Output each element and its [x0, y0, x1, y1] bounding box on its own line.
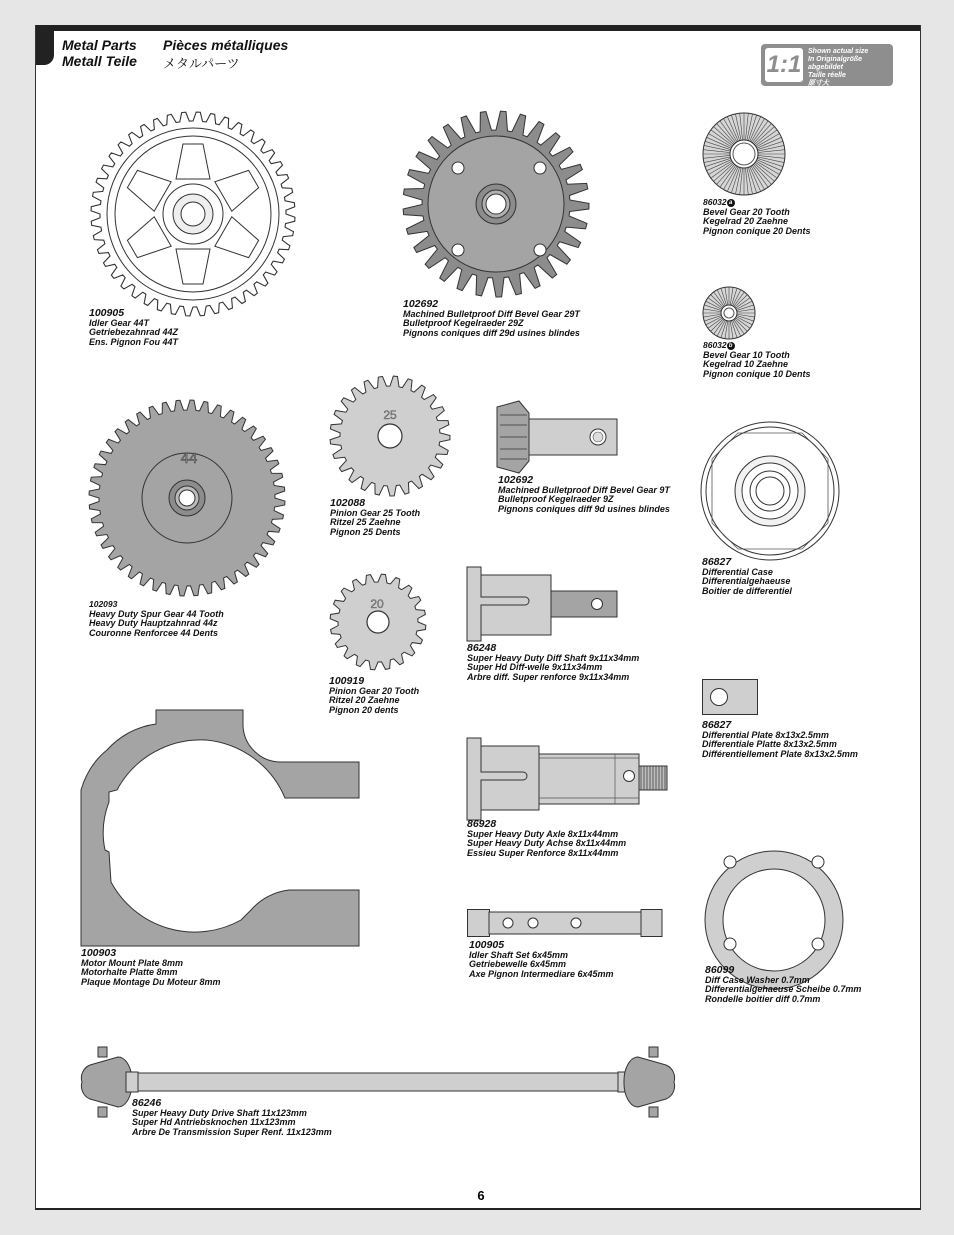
differential-plate-drawing [702, 679, 758, 715]
actual-size-badge [761, 44, 893, 86]
title-en: Metal Parts [62, 37, 137, 53]
title-de: Metall Teile [62, 53, 137, 69]
scale-label: 1:1 [765, 48, 803, 82]
diff-bevel-gear-29t-drawing [403, 111, 589, 297]
title-fr: Pièces métalliques [163, 37, 289, 53]
part-caption-bevel-gear-10t: 86032 b Bevel Gear 10 Tooth Kegelrad 10 Zaehne Pignon conique 10 Dents [703, 340, 811, 379]
part-caption-bevel-gear-29t: 102692 Machined Bulletproof Diff Bevel Gear 29T Bulletproof Kegelraeder 29Z Pignons coniques diff 29d usines blindes [403, 298, 580, 338]
motor-mount-plate-drawing [81, 710, 361, 946]
part-caption-diff-shaft: 86248 Super Heavy Duty Diff Shaft 9x11x34mm Super Hd Diff-welle 9x11x34mm Arbre diff. Super renforce 9x11x34mm [467, 642, 640, 682]
section-tab [36, 25, 54, 65]
differential-case-drawing [700, 421, 840, 561]
diff-shaft-drawing [467, 567, 619, 641]
bevel-gear-10t-drawing [702, 286, 756, 340]
diff-bevel-gear-9t-drawing [497, 401, 619, 473]
pinion-gear-20t-drawing [330, 574, 426, 670]
part-caption-differential-case: 86827 Differential Case Differentialgehaeuse Boitier de differentiel [702, 556, 792, 596]
gear-20-label: 20 [370, 597, 384, 611]
spur-gear-44t-drawing [89, 400, 285, 596]
bevel-gear-20t-drawing [702, 112, 786, 196]
idler-shaft-set-drawing [467, 909, 663, 937]
part-caption-bevel-gear-20t: 86032 a Bevel Gear 20 Tooth Kegelrad 20 Zaehne Pignon conique 20 Dents [703, 197, 811, 236]
part-caption-motor-mount-plate: 100903 Motor Mount Plate 8mm Motorhalte Platte 8mm Plaque Montage Du Moteur 8mm [81, 947, 221, 987]
top-rule [36, 25, 920, 31]
part-caption-spur-gear-44t: 102093 Heavy Duty Spur Gear 44 Tooth Heavy Duty Hauptzahnrad 44z Couronne Renforcee 44 Dents [89, 599, 224, 638]
idler-gear-44t-drawing [88, 109, 298, 319]
part-caption-idler-shaft-set: 100905 Idler Shaft Set 6x45mm Getriebewelle 6x45mm Axe Pignon Intermediare 6x45mm [469, 939, 614, 979]
badge-a-icon: a [727, 199, 735, 207]
heavy-duty-axle-drawing [467, 738, 667, 820]
part-caption-idler-gear-44t: 100905 Idler Gear 44T Getriebezahnrad 44Z Ens. Pignon Fou 44T [89, 307, 179, 347]
part-caption-differential-plate: 86827 Differential Plate 8x13x2.5mm Differentiale Platte 8x13x2.5mm Différentiellement Plate 8x13x2.5mm [702, 719, 858, 759]
pinion-gear-25t-drawing [330, 376, 450, 496]
gear-25-label: 25 [383, 408, 397, 422]
part-caption-bevel-gear-9t: 102692 Machined Bulletproof Diff Bevel Gear 9T Bulletproof Kegelraeder 9Z Pignons coniques diff 9d usines blindes [498, 474, 670, 514]
part-caption-heavy-duty-axle: 86928 Super Heavy Duty Axle 8x11x44mm Super Heavy Duty Achse 8x11x44mm Essieu Super Renforce 8x11x44mm [467, 818, 627, 858]
part-caption-pinion-gear-20t: 100919 Pinion Gear 20 Tooth Ritzel 20 Zaehne Pignon 20 dents [329, 675, 420, 715]
part-caption-pinion-gear-25t: 102088 Pinion Gear 25 Tooth Ritzel 25 Zaehne Pignon 25 Dents [330, 497, 421, 537]
manual-page [35, 25, 921, 1210]
part-caption-drive-shaft: 86246 Super Heavy Duty Drive Shaft 11x123mm Super Hd Antriebsknochen 11x123mm Arbre De Transmission Super Renf. 11x123mm [132, 1097, 332, 1137]
scale-description: Shown actual size In Originalgröße abgebildet Taille réelle 原寸大 [808, 48, 869, 87]
badge-b-icon: b [727, 342, 735, 350]
gear-44-label: 44 [180, 450, 198, 467]
page-number: 6 [477, 1188, 485, 1203]
title-jp: メタルパーツ [163, 56, 240, 71]
part-caption-diff-case-washer: 86099 Diff Case Washer 0.7mm Differentialgehaeuse Scheibe 0.7mm Rondelle boitier diff 0.7mm [705, 964, 862, 1004]
